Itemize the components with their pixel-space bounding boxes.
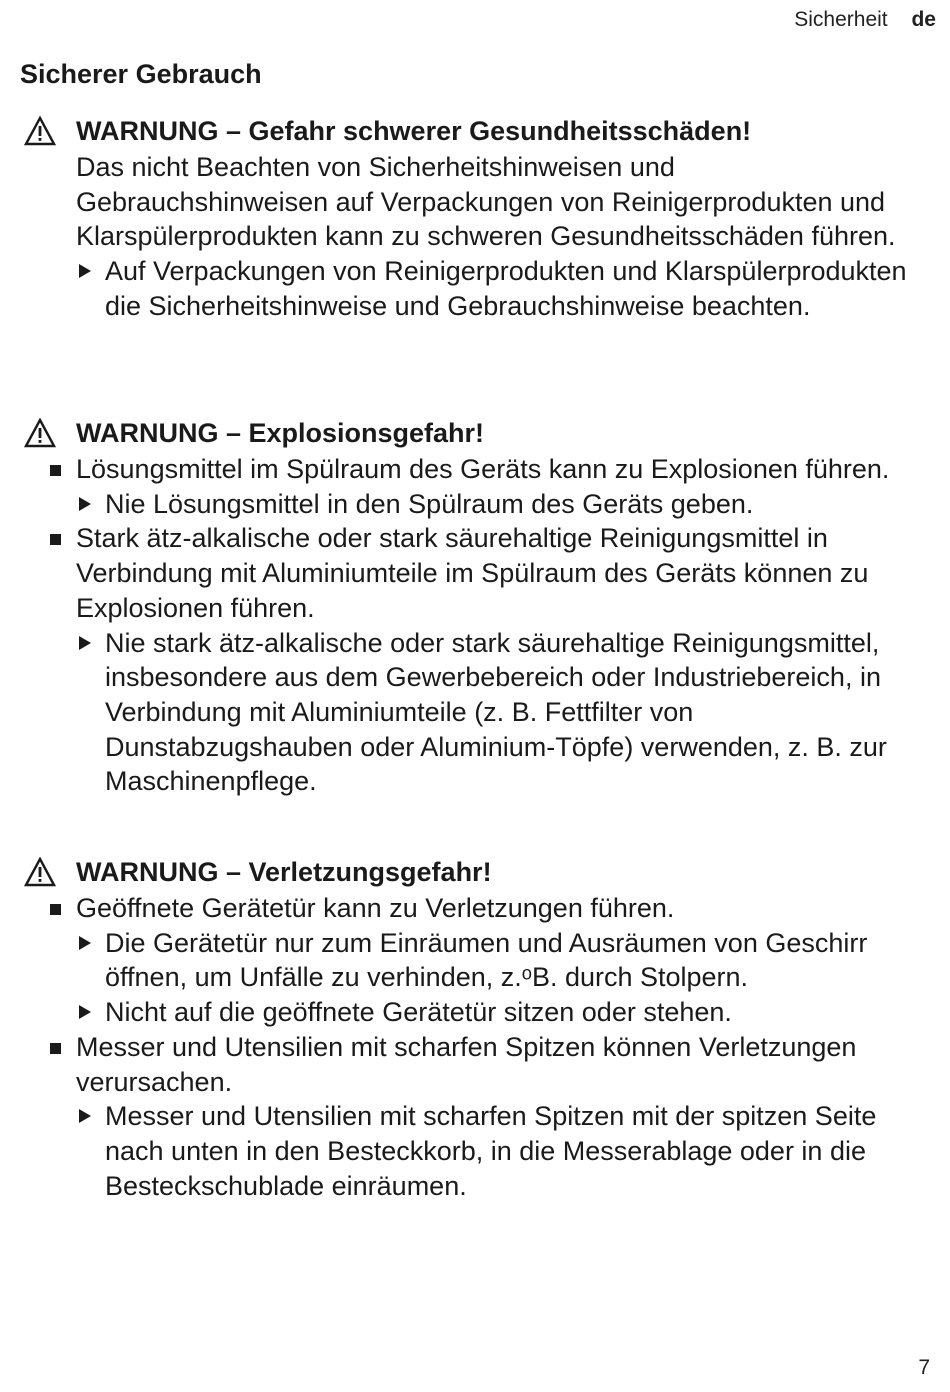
- warning-injury: [0, 855, 950, 1203]
- page-title: Sicherer Gebrauch: [20, 59, 262, 89]
- action-text: Nicht auf die geöffnete Gerätetür sitzen oder stehen.: [105, 997, 732, 1028]
- action-step: [105, 626, 936, 800]
- bullet-text: Lösungsmittel im Spülraum des Geräts kann zu Explosionen führen.: [76, 454, 890, 484]
- bullet-text: Stark ätz-alkalische oder stark säurehaltige Reinigungsmittel in Verbindung mit Aluminiumteile im Spülraum des Geräts können zu Explosionen führen.: [76, 523, 869, 623]
- action-step: [105, 254, 936, 323]
- bullet-text: Messer und Utensilien mit scharfen Spitzen können Verletzungen verursachen.: [76, 1031, 857, 1097]
- bullet-item: [76, 452, 930, 487]
- arrow-right-icon: [79, 497, 91, 511]
- warning-title: WARNUNG – Explosionsgefahr!: [76, 418, 485, 448]
- bullet-item: [76, 891, 930, 926]
- arrow-right-icon: [79, 264, 91, 278]
- action-text: Messer und Utensilien mit scharfen Spitzen mit der spitzen Seite nach unten in den Besteckkorb, in die Messerablage oder in die Besteckschublade einräumen.: [105, 1101, 877, 1201]
- square-bullet-icon: [50, 465, 61, 476]
- page-header: [794, 8, 936, 32]
- header-language: de: [911, 8, 936, 31]
- square-bullet-icon: [50, 534, 61, 545]
- bullet-item: [76, 1030, 930, 1099]
- warning-heading: [0, 114, 950, 150]
- action-text: Auf Verpackungen von Reinigerprodukten und Klarspülerprodukten die Sicherheitshinweise und Gebrauchshinweise beachten.: [105, 256, 907, 321]
- arrow-right-icon: [79, 1109, 91, 1123]
- arrow-right-icon: [79, 1005, 91, 1019]
- action-step: [105, 995, 936, 1030]
- bullet-text: Geöffnete Gerätetür kann zu Verletzungen führen.: [76, 893, 675, 923]
- arrow-right-icon: [79, 936, 91, 950]
- action-step: [105, 1099, 936, 1203]
- warning-heading: [0, 855, 950, 891]
- action-text: Nie stark ätz-alkalische oder stark säurehaltige Reinigungsmittel, insbesondere aus dem Gewerbebereich oder Industriebereich, in Verbindung mit Aluminiumteile (z. B. Fettfilter von Dunstabzugshauben oder Aluminium-Töpfe) verwenden, z. B. zur Maschinenpflege.: [105, 627, 887, 797]
- action-text: Die Gerätetür nur zum Einräumen und Ausräumen von Geschirr öffnen, um Unfälle zu verhinden, z.ᵒB. durch Stolpern.: [105, 927, 868, 993]
- square-bullet-icon: [50, 1043, 61, 1054]
- warning-health: [0, 114, 950, 324]
- warning-triangle-icon: [24, 418, 56, 448]
- action-text: Nie Lösungsmittel in den Spülraum des Geräts geben.: [105, 488, 754, 519]
- action-step: [105, 926, 936, 995]
- warning-text: Das nicht Beachten von Sicherheitshinweisen und Gebrauchshinweisen auf Verpackungen von Reinigerprodukten und Klarspülerprodukten kann zu schweren Gesundheitsschäden führen.: [76, 152, 896, 252]
- warning-heading: [0, 416, 950, 452]
- warning-triangle-icon: [24, 116, 56, 146]
- page-number: 7: [918, 1356, 930, 1379]
- warning-title: WARNUNG – Verletzungsgefahr!: [76, 857, 492, 887]
- arrow-right-icon: [79, 636, 91, 650]
- bullet-item: [76, 521, 930, 625]
- header-section: Sicherheit: [794, 8, 888, 31]
- warning-title: WARNUNG – Gefahr schwerer Gesundheitsschäden!: [76, 116, 752, 146]
- warning-triangle-icon: [24, 857, 56, 887]
- warning-explosion: [0, 416, 950, 799]
- square-bullet-icon: [50, 904, 61, 915]
- action-step: [105, 487, 936, 522]
